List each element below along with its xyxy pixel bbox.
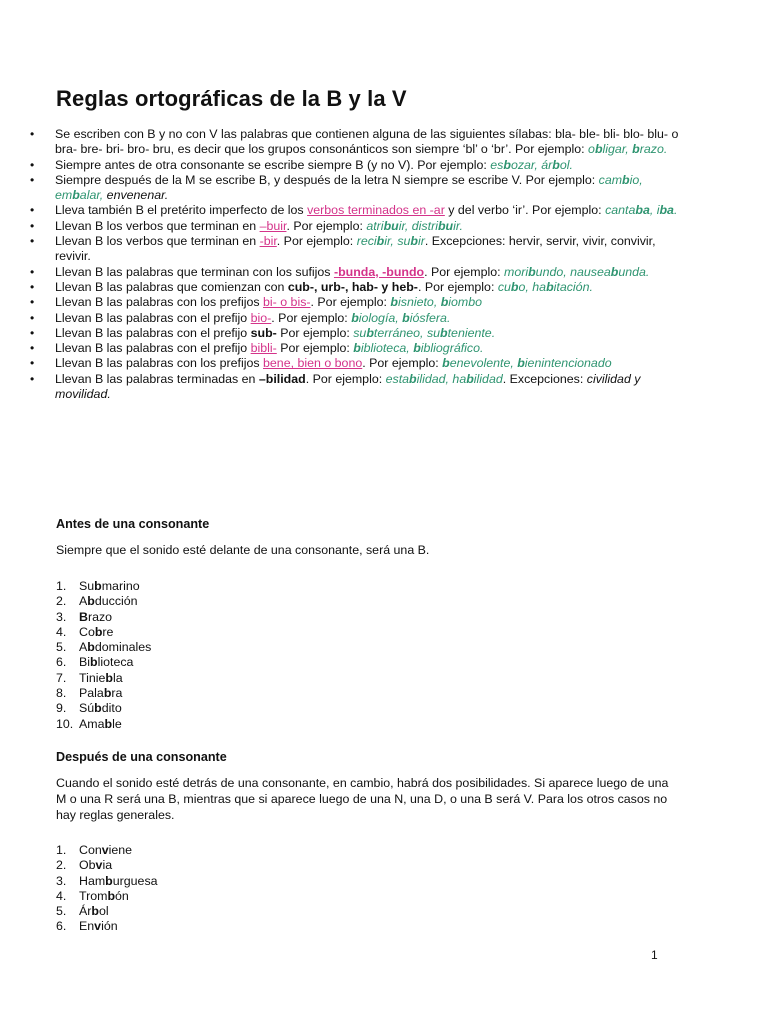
example-word-part: b — [105, 670, 113, 685]
rule-example: ba — [659, 203, 674, 218]
example-item — [56, 919, 158, 934]
rule-text: y del verbo ‘ir’. Por ejemplo: — [444, 203, 606, 218]
example-number: 5. — [56, 640, 67, 655]
example-word-part: b — [90, 655, 98, 670]
rule-link[interactable]: bene, bien o bono — [263, 356, 363, 371]
rule-text: Por ejemplo: — [276, 341, 354, 356]
example-number: 1. — [56, 843, 67, 857]
rule-text: Llevan B las palabras con el prefijo — [55, 325, 251, 340]
example-word-part: ol — [98, 904, 109, 919]
example-word-part: b — [103, 686, 112, 701]
rule-item — [30, 234, 680, 265]
example-item — [56, 640, 151, 655]
rule-item — [30, 127, 680, 158]
rule-text: . Excepciones: hervir, servir, vivir, convivir, revivir. — [55, 234, 656, 264]
rule-example: o — [588, 142, 595, 157]
example-item — [56, 889, 158, 904]
rule-item — [30, 326, 680, 341]
rule-example: b — [632, 142, 640, 157]
rule-example: ilidad, ha — [416, 371, 467, 386]
rule-example: iblioteca, — [360, 341, 414, 356]
example-word-part: b — [87, 594, 95, 609]
example-number: 5. — [56, 904, 67, 919]
rule-example: b — [351, 310, 359, 325]
rule-example: b — [546, 279, 554, 294]
rule-example: ibliográfico. — [420, 341, 484, 356]
example-word-part: ducción — [94, 594, 138, 609]
rule-example: enevolente, — [449, 356, 518, 371]
rule-item — [30, 265, 680, 280]
example-word-part: b — [87, 640, 95, 655]
example-word-part: b — [94, 701, 102, 716]
rule-link[interactable]: bibli- — [250, 341, 277, 356]
rule-example: bu — [383, 218, 399, 233]
example-number: 7. — [56, 670, 67, 685]
rule-item — [30, 219, 680, 234]
rule-example: b — [390, 295, 398, 310]
example-word-part: A — [79, 640, 88, 655]
rule-text: . Excepciones: — [502, 371, 587, 386]
rule-text: envenenar. — [106, 188, 169, 203]
rule-link[interactable]: verbos terminados en -ar — [307, 203, 445, 218]
rule-example: b — [552, 157, 560, 172]
example-item — [56, 904, 158, 919]
rule-example: reci — [356, 234, 377, 249]
example-number: 2. — [56, 858, 67, 873]
example-word-part: re — [102, 624, 114, 639]
rule-example: ligar, — [602, 142, 633, 157]
rule-example: ir. — [453, 218, 463, 233]
rule-example: ol. — [559, 157, 573, 172]
rule-example: ba — [635, 203, 650, 218]
example-word-part: b — [91, 904, 99, 919]
rule-example: iósfera. — [409, 310, 451, 325]
rule-example: ozar, ár — [510, 157, 553, 172]
example-word-part: Su — [79, 579, 95, 593]
rule-text: –bilidad — [258, 371, 306, 386]
rule-text: . Por ejemplo: — [271, 310, 352, 325]
section-heading-despues: Después de una consonante — [56, 750, 227, 764]
rule-example: undo, nausea — [535, 264, 611, 279]
section-text-antes: Siempre que el sonido esté delante de una consonante, será una B. — [56, 543, 430, 557]
rule-text: Llevan B las palabras que comienzan con — [55, 279, 288, 294]
rule-example: b — [466, 371, 474, 386]
rule-text: . Por ejemplo: — [424, 264, 504, 279]
rule-example: atri — [366, 218, 384, 233]
example-number: 8. — [56, 686, 67, 701]
example-number: 6. — [56, 655, 67, 670]
rule-item — [30, 341, 680, 356]
rule-text: Llevan B los verbos que terminan en — [55, 234, 260, 249]
rule-example: b — [594, 142, 603, 157]
example-word-part: ra — [111, 686, 123, 701]
example-item — [56, 579, 151, 594]
rule-text: civilidad y movilidad. — [55, 371, 641, 402]
rule-example: b — [353, 341, 361, 356]
rule-example: b — [528, 264, 536, 279]
rule-example: b — [409, 371, 417, 386]
rule-example: canta — [605, 203, 636, 218]
example-item — [56, 874, 158, 889]
rule-link[interactable]: -bir — [259, 234, 277, 249]
example-word-part: le — [112, 716, 122, 731]
rule-example: cam — [598, 172, 623, 187]
rules-list — [30, 127, 680, 402]
example-word-part: A — [79, 594, 88, 609]
example-item — [56, 625, 151, 640]
rule-text: Llevan B las palabras con el prefijo — [55, 341, 251, 356]
example-item — [56, 717, 151, 732]
rule-text: Lleva también B el pretérito imperfecto de los — [55, 203, 308, 218]
rule-example: , i — [649, 203, 660, 218]
example-word-part: v — [101, 843, 109, 857]
example-word-part: Co — [79, 624, 95, 639]
rule-example: teniente. — [447, 325, 496, 340]
example-word-part: ia — [102, 858, 113, 873]
rule-example: b — [413, 341, 421, 356]
examples-list-despues — [56, 843, 158, 935]
rule-example: terráneo, su — [373, 325, 441, 340]
rule-example: b — [376, 234, 385, 249]
rule-link[interactable]: –buir — [259, 218, 287, 233]
example-number: 1. — [56, 579, 67, 593]
example-word-part: Bi — [79, 655, 91, 670]
examples-list-antes — [56, 579, 151, 732]
rule-example: su — [353, 325, 367, 340]
example-word-part: b — [107, 888, 116, 903]
rule-text: Siempre después de la M se escribe B, y después de la letra N siempre se escribe V. Por ejemplo: — [55, 172, 599, 187]
example-word-part: iene — [108, 843, 133, 857]
example-word-part: Ob — [79, 858, 96, 873]
example-word-part: Con — [79, 843, 102, 857]
rule-item — [30, 372, 680, 403]
example-item — [56, 686, 151, 701]
example-item — [56, 843, 158, 858]
example-number: 10. — [56, 716, 74, 731]
rule-text: sub- — [250, 325, 277, 340]
rule-link[interactable]: -bunda, -bundo — [333, 264, 425, 279]
page-number: 1 — [651, 948, 658, 962]
rule-example: mori — [504, 264, 529, 279]
example-item — [56, 858, 158, 873]
rule-example: b — [440, 295, 449, 310]
example-word-part: v — [95, 858, 103, 873]
example-word-part: B — [79, 609, 88, 624]
rule-example: alar, — [79, 188, 107, 203]
example-number: 9. — [56, 701, 67, 716]
example-item — [56, 594, 151, 609]
rule-example: b — [366, 325, 374, 340]
rule-example: b — [402, 310, 410, 325]
rule-text: . Por ejemplo: — [362, 356, 443, 371]
example-word-part: razo — [87, 609, 113, 624]
example-item — [56, 701, 151, 716]
example-number: 6. — [56, 919, 67, 934]
rule-example: iología, — [358, 310, 403, 325]
rule-example: b — [72, 188, 80, 203]
rule-example: o, ha — [518, 279, 547, 294]
rule-text: Llevan B las palabras con el prefijo — [55, 310, 251, 325]
example-word-part: dominales — [94, 640, 152, 655]
rule-example: b — [442, 356, 450, 371]
rule-example: unda. — [618, 264, 650, 279]
example-word-part: ión — [101, 919, 118, 934]
section-text-despues: Cuando el sonido esté detrás de una consonante, en cambio, habrá dos posibilidades. Si aparece luego de una M o una R será una B, mientras que si aparece luego de una N, una D, o una B será V. Para los otros casos no hay reglas generales. — [56, 776, 669, 822]
rule-example: b — [410, 234, 418, 249]
example-word-part: Tinie — [79, 670, 106, 685]
rule-text: Por ejemplo: — [276, 325, 354, 340]
rule-item — [30, 311, 680, 326]
rule-text: Llevan B las palabras con los prefijos — [55, 295, 264, 310]
rule-example: b — [440, 325, 448, 340]
example-word-part: b — [94, 579, 102, 593]
example-number: 4. — [56, 888, 67, 903]
rule-example: ilidad — [473, 371, 503, 386]
example-number: 2. — [56, 594, 67, 609]
example-word-part: Ham — [79, 873, 106, 888]
rule-example: razo. — [639, 142, 668, 157]
example-word-part: marino — [101, 579, 140, 593]
rule-example: b — [610, 264, 619, 279]
rule-example: io, em — [55, 172, 643, 203]
rule-example: bu — [437, 218, 454, 233]
rule-item — [30, 173, 680, 204]
rule-item — [30, 356, 680, 371]
rule-example: b — [517, 356, 525, 371]
rule-example: itación. — [553, 279, 593, 294]
example-word-part: la — [112, 670, 123, 685]
rule-text: Llevan B las palabras que terminan con los sufijos — [55, 264, 334, 279]
rule-example: ir — [417, 234, 425, 249]
rule-example: ir, distri — [398, 218, 438, 233]
example-word-part: b — [94, 624, 103, 639]
rule-text: . Por ejemplo: — [310, 295, 391, 310]
page-title: Reglas ortográficas de la B y la V — [56, 86, 407, 111]
rule-text: . Por ejemplo: — [305, 371, 386, 386]
rule-text: Llevan B los verbos que terminan en — [55, 218, 260, 233]
example-word-part: Trom — [79, 888, 108, 903]
example-word-part: Ama — [79, 716, 105, 731]
rule-example: ienintencionado — [524, 356, 612, 371]
rule-example: es — [490, 157, 504, 172]
example-item — [56, 655, 151, 670]
example-word-part: Pala — [79, 686, 104, 701]
example-word-part: dito — [101, 701, 122, 716]
rule-text: Se escriben con B y no con V las palabras que contienen alguna de las siguientes sílabas: bla- ble- bli- blo- blu- o bra- bre- bri- bro- bru, es decir que los grupos consonánticos son siempre ‘bl’ o ‘br’. Por ejemplo: — [55, 127, 679, 157]
rule-text: Llevan B las palabras con los prefijos — [55, 356, 264, 371]
rule-text: . Por ejemplo: — [286, 218, 367, 233]
rule-link[interactable]: bio- — [250, 310, 272, 325]
rule-example: isnieto, — [398, 295, 441, 310]
rule-example: esta — [385, 371, 410, 386]
section-heading-antes: Antes de una consonante — [56, 517, 210, 531]
example-item — [56, 610, 151, 625]
example-word-part: Sú — [79, 701, 95, 716]
example-item — [56, 671, 151, 686]
example-word-part: urguesa — [112, 873, 158, 888]
rule-item — [30, 295, 680, 310]
rule-example: b — [622, 172, 630, 187]
example-number: 4. — [56, 624, 67, 639]
rule-link[interactable]: bi- o bis- — [263, 295, 311, 310]
rule-example: iombo — [448, 295, 483, 310]
rule-item — [30, 280, 680, 295]
example-word-part: b — [105, 873, 113, 888]
rule-item — [30, 158, 680, 173]
rule-text: Llevan B las palabras terminadas en — [55, 371, 259, 386]
example-number: 3. — [56, 873, 67, 888]
example-word-part: v — [94, 919, 102, 934]
rule-example: cu — [497, 279, 511, 294]
example-number: 3. — [56, 609, 67, 624]
rule-text: Siempre antes de otra consonante se escribe siempre B (y no V). Por ejemplo: — [55, 157, 491, 172]
rule-example: b — [503, 157, 511, 172]
rule-text: . Por ejemplo: — [417, 279, 498, 294]
rule-item — [30, 203, 680, 218]
example-word-part: En — [79, 919, 95, 934]
example-word-part: Ár — [79, 904, 92, 919]
rule-example: ir, su — [384, 234, 411, 249]
rule-text: . Por ejemplo: — [276, 234, 357, 249]
example-word-part: lioteca — [97, 655, 134, 670]
rule-example: b — [510, 279, 519, 294]
example-word-part: b — [104, 716, 113, 731]
rule-example: . — [673, 203, 678, 218]
rule-text: cub-, urb-, hab- y heb- — [287, 279, 418, 294]
example-word-part: ón — [115, 888, 129, 903]
